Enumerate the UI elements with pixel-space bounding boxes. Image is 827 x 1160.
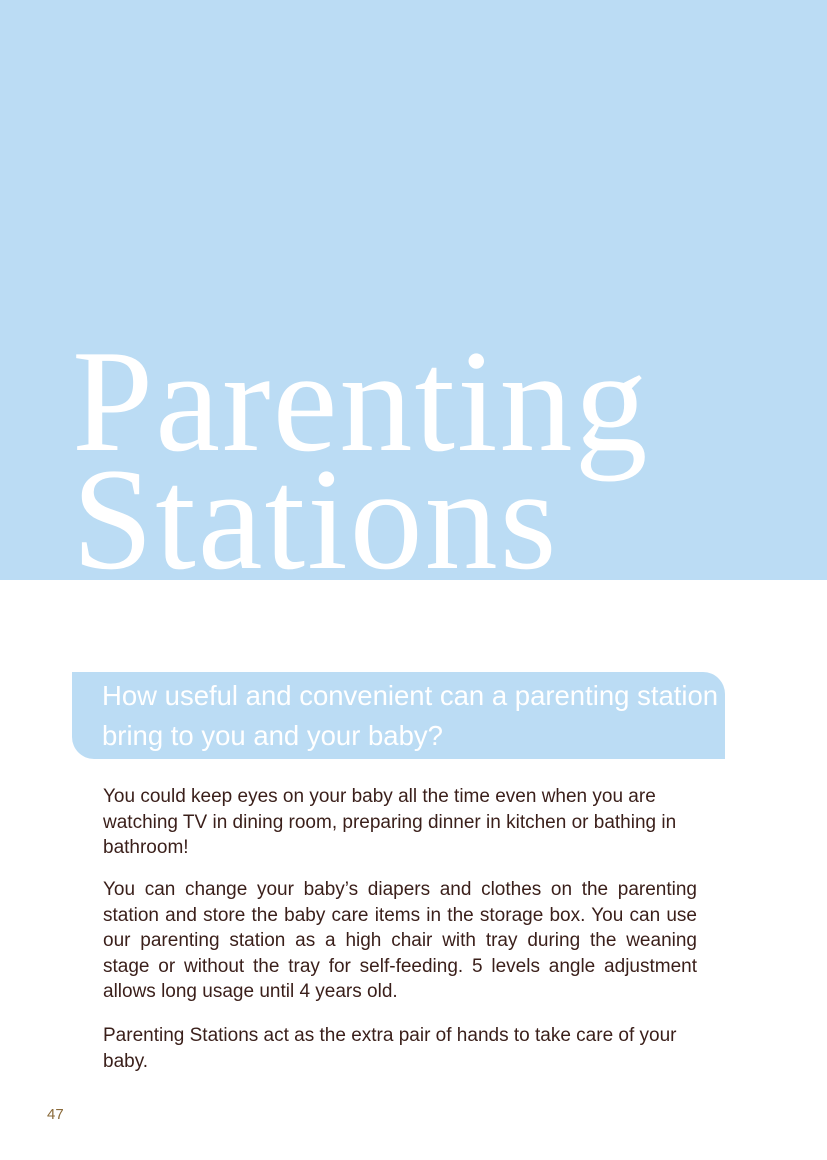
question-callout: [72, 672, 725, 759]
paragraph-3: Parenting Stations act as the extra pair of hands to take care of your baby.: [103, 1025, 677, 1072]
paragraph-2: You can change your baby’s diapers and clothes on the parenting station and store the baby care items in the storage box. You can use our parenting station as a high chair with tray during the weaning stage or without the tray for self-feeding. 5 levels angle adjustment allows long usage until 4 years old.: [103, 879, 697, 1002]
question-heading: How useful and convenient can a parenting station bring to you and your baby?: [102, 680, 719, 751]
page-title: [72, 320, 650, 580]
paragraph-1: You could keep eyes on your baby all the time even when you are watching TV in dining room, preparing dinner in kitchen or bathing in bathroom!: [103, 786, 677, 858]
title-line-1: Parenting: [72, 320, 650, 482]
page-number: 47: [47, 1106, 64, 1123]
title-line-2: Stations: [72, 438, 559, 580]
